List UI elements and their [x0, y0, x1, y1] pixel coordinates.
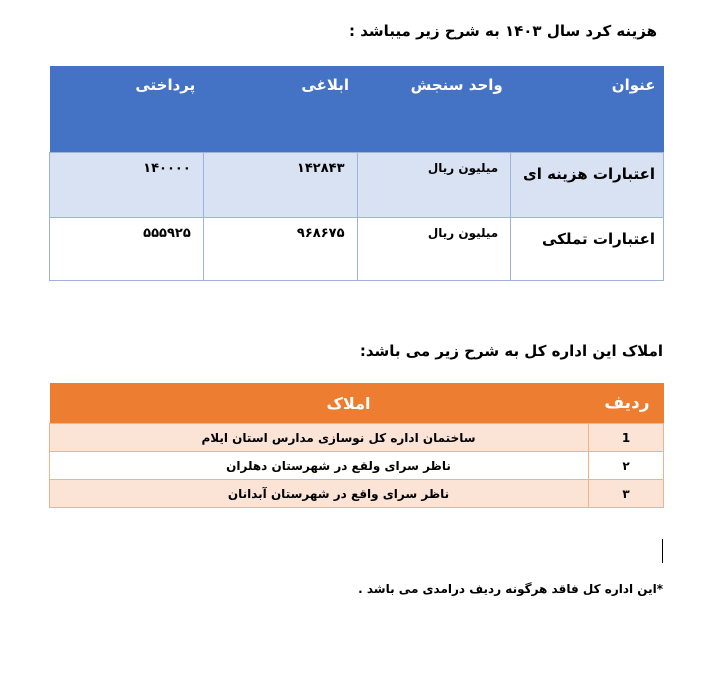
row-unit: میلیون ریال: [357, 153, 511, 218]
properties-heading: املاک این اداره کل به شرح زیر می باشد:: [359, 342, 663, 360]
header-index: ردیف: [589, 383, 664, 424]
row-index: ۲: [589, 452, 664, 480]
table-row: [50, 153, 664, 218]
row-paid: ۱۴۰۰۰۰: [50, 153, 204, 218]
properties-table: [49, 383, 664, 508]
header-unit: واحد سنجش: [357, 66, 511, 153]
table-row: [50, 424, 664, 452]
costs-table-header: [50, 66, 664, 153]
row-property: ناظر سرای ولقع در شهرستان دهلران: [50, 452, 589, 480]
row-paid: ۵۵۵۹۲۵: [50, 218, 204, 281]
header-title: عنوان: [511, 66, 664, 153]
table-row: [50, 218, 664, 281]
row-property: ساختمان اداره کل نوسازی مدارس استان ایلام: [50, 424, 589, 452]
row-title: اعتبارات هزینه ای: [511, 153, 664, 218]
row-index: ۳: [589, 480, 664, 508]
costs-heading: هزینه کرد سال ۱۴۰۳ به شرح زیر میباشد :: [349, 22, 657, 40]
row-unit: میلیون ریال: [357, 218, 511, 281]
header-allocated: ابلاغی: [203, 66, 357, 153]
row-index: 1: [589, 424, 664, 452]
row-title: اعتبارات تملکی: [511, 218, 664, 281]
header-paid: پرداختی: [50, 66, 204, 153]
header-property: املاک: [50, 383, 589, 424]
footnote: *این اداره کل فاقد هرگونه ردیف درامدی می باشد .: [358, 582, 663, 596]
row-property: ناظر سرای واقع در شهرستان آبدانان: [50, 480, 589, 508]
properties-table-header: [50, 383, 664, 424]
text-cursor: [662, 539, 663, 563]
table-row: [50, 452, 664, 480]
row-allocated: ۹۶۸۶۷۵: [203, 218, 357, 281]
row-allocated: ۱۴۲۸۴۳: [203, 153, 357, 218]
costs-table: [49, 66, 664, 281]
table-row: [50, 480, 664, 508]
